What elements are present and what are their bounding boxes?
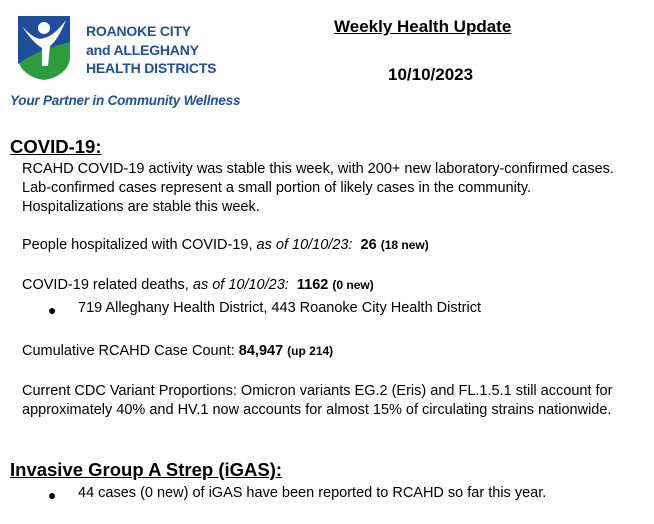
bullet-icon: ● — [48, 302, 57, 318]
hospitalized-value: 26 — [360, 237, 377, 253]
variant-proportions: Current CDC Variant Proportions: Omicron variants EG.2 (Eris) and FL.1.5.1 still account for approximately 40% and HV.1 now accounts for almost 15% of circulating strains nationwide. — [22, 383, 613, 418]
tagline: Your Partner in Community Wellness — [10, 93, 241, 108]
hospitalized-as-of: as of 10/10/23: — [256, 237, 353, 253]
hospitalized-label: People hospitalized with COVID-19, — [22, 237, 257, 253]
case-count-label: Cumulative RCAHD Case Count: — [22, 343, 239, 359]
organization-name — [86, 22, 216, 78]
bullet-icon: ● — [48, 487, 57, 503]
document-title: Weekly Health Update — [334, 17, 512, 36]
deaths-value: 1162 — [296, 277, 329, 293]
igas-cases: 44 cases (0 new) of iGAS have been reported to RCAHD so far this year. — [78, 485, 547, 501]
covid-heading: COVID-19: — [10, 136, 102, 157]
case-count-change: (up 214) — [287, 344, 334, 358]
covid-summary: RCAHD COVID-19 activity was stable this week, with 200+ new laboratory-confirmed cases. Lab-confirmed cases represent a small portion of likely cases in the community. Hospitalizations are stable this week. — [22, 161, 614, 215]
deaths-label: COVID-19 related deaths, — [22, 277, 193, 293]
deaths-breakdown: 719 Alleghany Health District, 443 Roanoke City Health District — [78, 300, 481, 316]
deaths-new: (0 new) — [332, 278, 374, 292]
org-line-3: HEALTH DISTRICTS — [86, 60, 217, 76]
hospitalized-new: (18 new) — [380, 238, 429, 252]
org-line-1: ROANOKE CITY — [86, 23, 191, 39]
deaths-line — [22, 276, 374, 295]
case-count-line — [22, 342, 333, 361]
deaths-as-of: as of 10/10/23: — [192, 277, 289, 293]
hospitalized-line — [22, 236, 429, 255]
org-line-2: and ALLEGHANY — [86, 41, 199, 58]
community-wellness-logo-icon — [14, 12, 74, 82]
document-date: 10/10/2023 — [388, 65, 474, 84]
igas-heading: Invasive Group A Strep (iGAS): — [10, 459, 283, 480]
case-count-value: 84,947 — [238, 343, 284, 359]
